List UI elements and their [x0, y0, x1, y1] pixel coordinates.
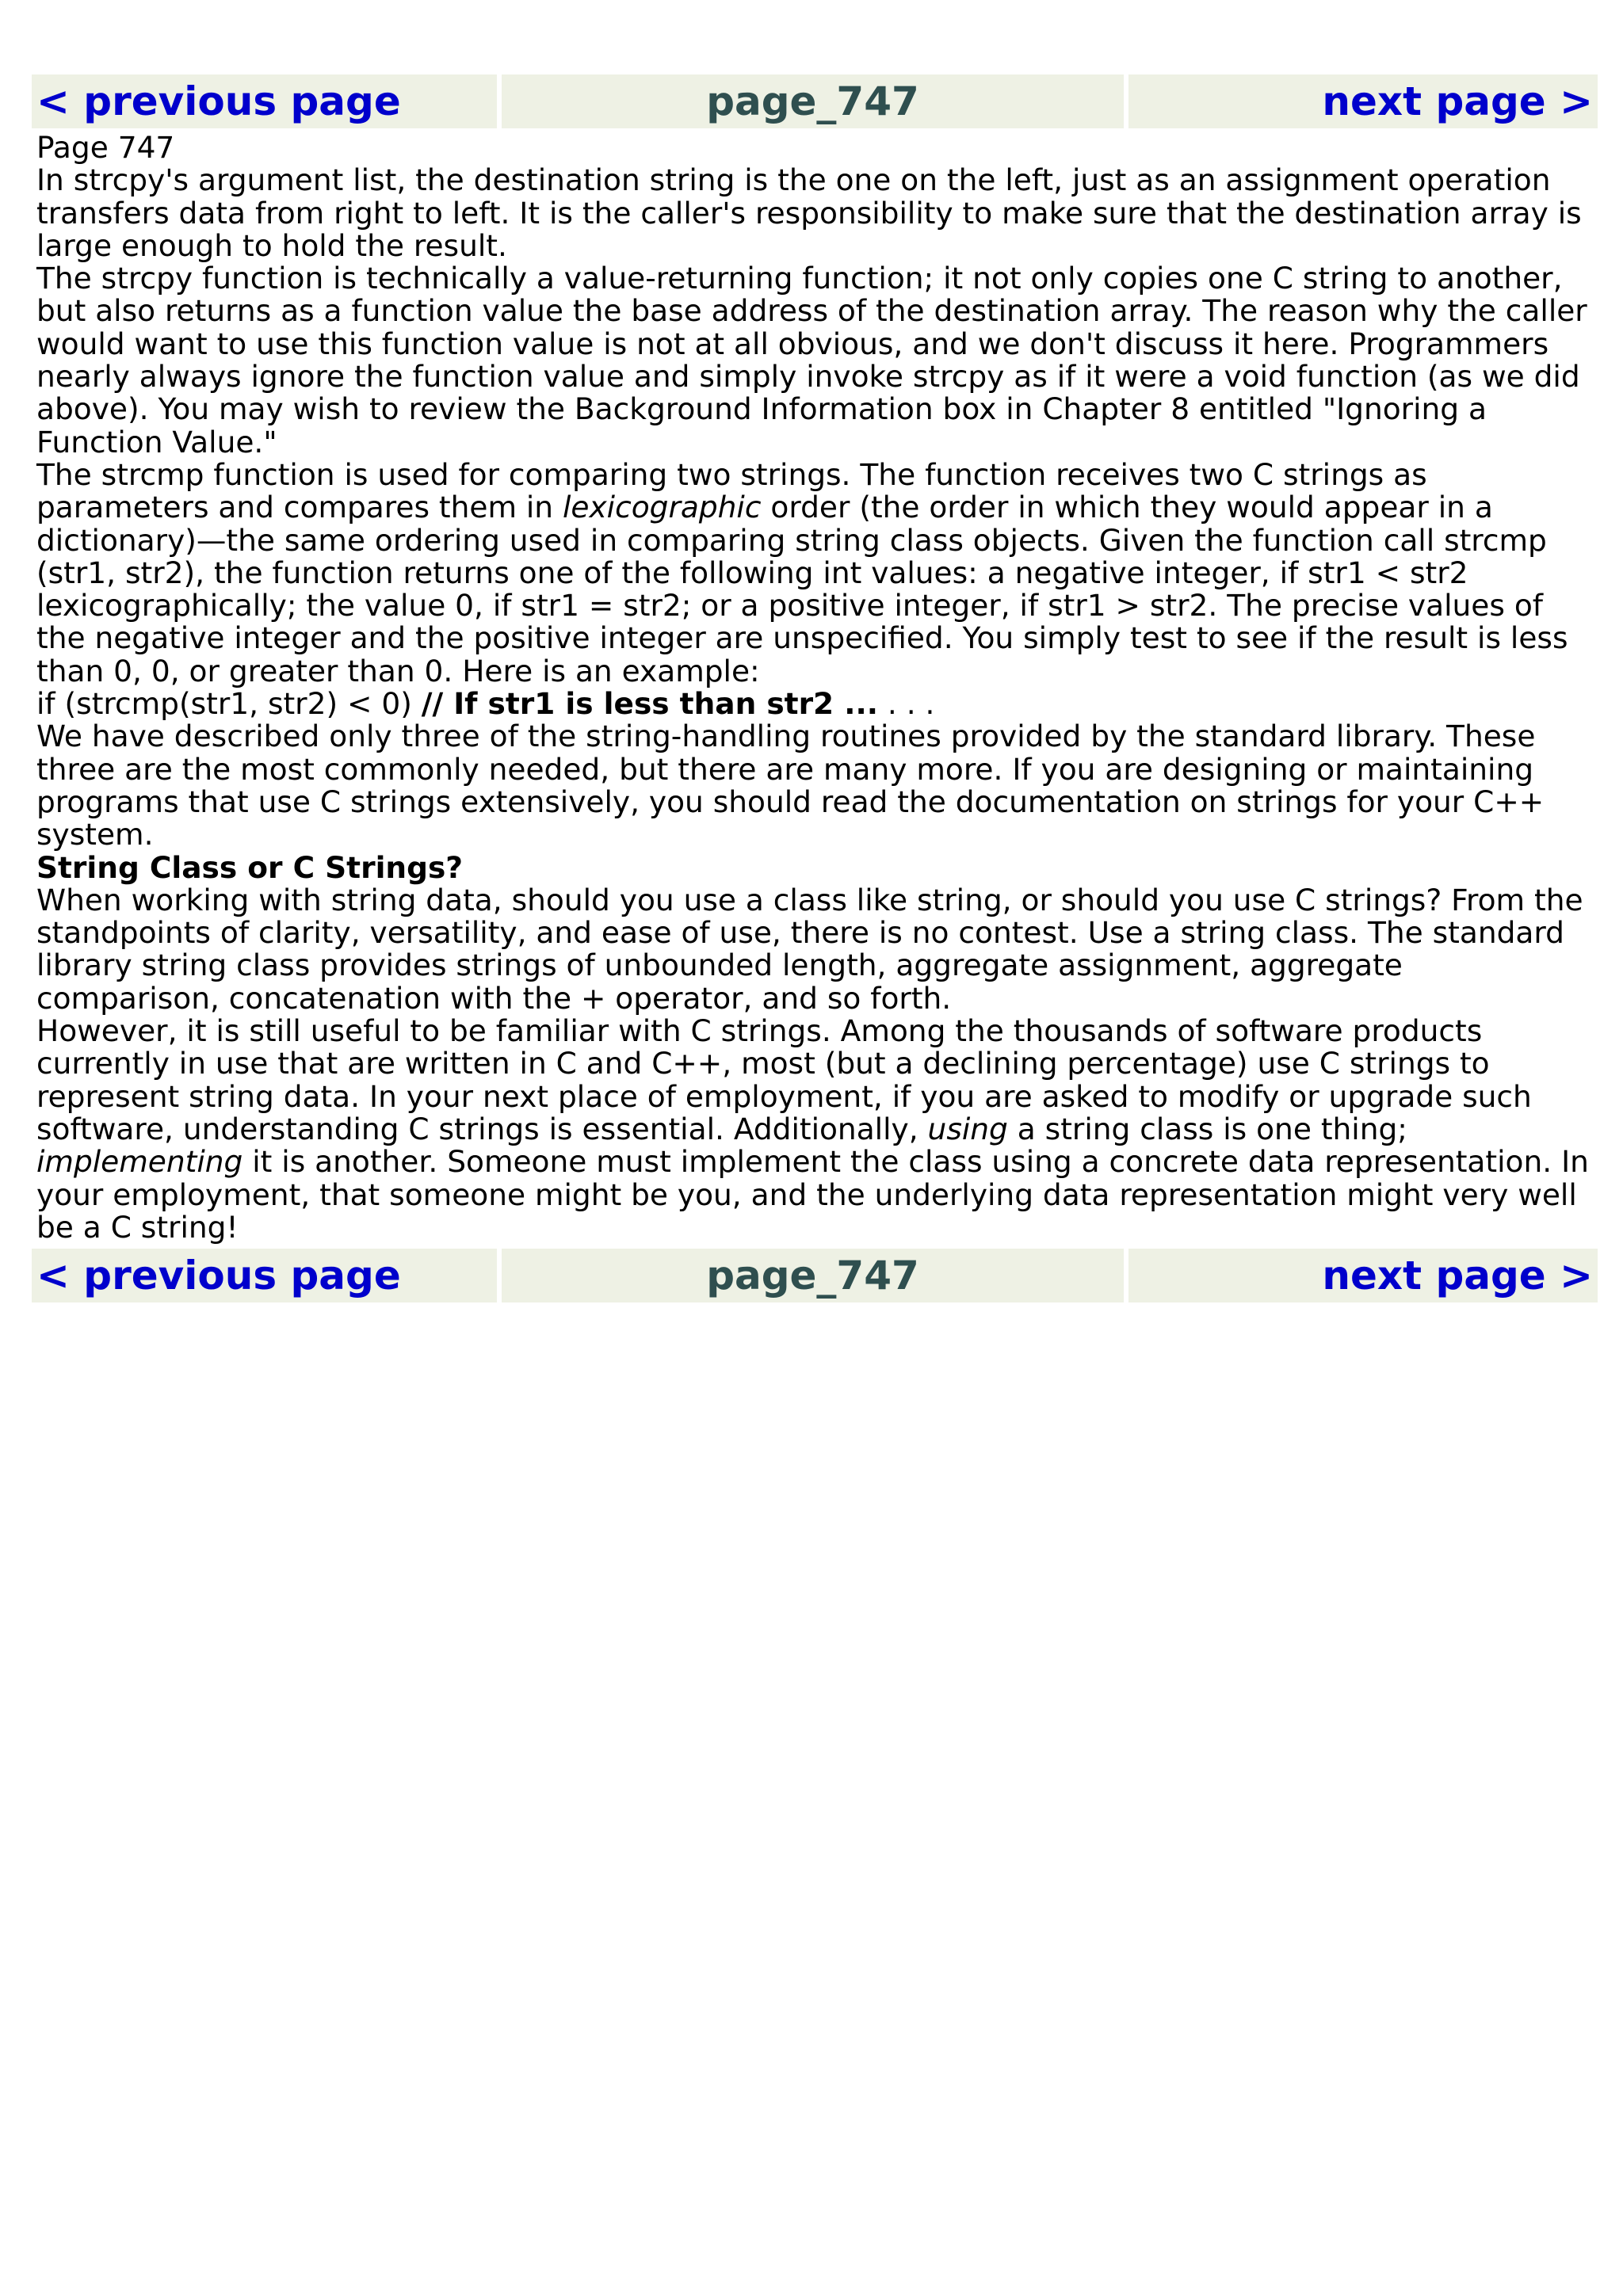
top-prev-cell: [32, 74, 497, 128]
bottom-next-cell: [1128, 1249, 1598, 1302]
bottom-page-label: page_747: [502, 1249, 1124, 1302]
top-next-cell: [1128, 74, 1598, 128]
paragraph-strcpy-args: In strcpy's argument list, the destination string is the one on the left, just as an assignment operation transfers data from right to left. It is the caller's responsibility to make sure that the destination array is large enough to hold the result.: [36, 162, 1582, 263]
c-strings-text-1: However, it is still useful to be familiar with C strings. Among the thousands of software products currently in use that are written in C and C++, most (but a declining percentage) use C strings to represent string data. In your next place of employment, if you are asked to modify or upgrade such software, understanding C strings is essential. Additionally,: [36, 1013, 1532, 1146]
code-example-line: [36, 688, 1593, 720]
top-navigation-bar: [32, 74, 1598, 128]
paragraph-string-routines: We have described only three of the string-handling routines provided by the standard library. These three are the most commonly needed, but there are many more. If you are designing or maintaining programs that use C strings extensively, you should read the documentation on strings for your C++ system.: [36, 719, 1545, 852]
top-previous-page-link[interactable]: < previous page: [36, 78, 401, 124]
top-page-label: page_747: [502, 74, 1124, 128]
paragraph-strcmp: [36, 456, 1593, 688]
paragraph-c-strings-useful: [36, 1015, 1593, 1244]
page-container: [32, 74, 1598, 1302]
bottom-prev-cell: [32, 1249, 497, 1302]
strcmp-text-start: The strcmp function is used for comparing two strings. The function receives two C strings as parameters and compares them in: [36, 456, 1427, 525]
strcmp-text-end: order (the order in which they would appear in a dictionary)—the same ordering used in comparing string class objects. Given the function call strcmp (str1, str2), the function returns one of the following int values: a negative integer, if str1 < str2 lexicographically; the value 0, if str1 = str2; or a positive integer, if str1 > str2. The precise values of the negative integer and the positive integer are unspecified. You simply test to see if the result is less than 0, 0, or greater than 0. Here is an example:: [36, 490, 1568, 688]
using-emphasis: using: [927, 1111, 1008, 1146]
top-next-page-link[interactable]: next page >: [1322, 78, 1593, 124]
bottom-navigation-bar: [32, 1249, 1598, 1302]
page-number-text: Page 747: [36, 130, 175, 165]
bottom-previous-page-link[interactable]: < previous page: [36, 1253, 401, 1299]
paragraph-strcpy-return: The strcpy function is technically a value-returning function; it not only copies one C string to another, but also returns as a function value the base address of the destination array. The reason why the caller would want to use this function value is not at all obvious, and we don't discuss it here. Programmers nearly always ignore the function value and simply invoke strcpy as if it were a void function (as we did above). You may wish to review the Background Information box in Chapter 8 entitled "Ignoring a Function Value.": [36, 261, 1587, 460]
implementing-emphasis: implementing: [36, 1144, 243, 1180]
bottom-next-page-link[interactable]: next page >: [1322, 1253, 1593, 1299]
c-strings-text-2: a string class is one thing;: [1007, 1111, 1407, 1146]
paragraph-string-class: When working with string data, should you use a class like string, or should you use C strings? From the standpoints of clarity, versatility, and ease of use, there is no contest. Use a string class. The standard library string class provides strings of unbounded length, aggregate assignment, aggregate comparison, concatenation with the + operator, and so forth.: [36, 882, 1583, 1016]
code-comment: // If str1 is less than str2 ...: [421, 686, 878, 722]
code-ellipsis: . . .: [877, 686, 935, 722]
code-statement: if (strcmp(str1, str2) < 0): [36, 686, 422, 722]
section-heading: String Class or C Strings?: [36, 849, 464, 885]
lexicographic-emphasis: lexicographic: [563, 490, 762, 525]
page-content: [32, 128, 1598, 1249]
c-strings-text-3: it is another. Someone must implement the class using a concrete data representation. In your employment, that someone might be you, and the underlying data representation might very well be a C string!: [36, 1144, 1589, 1245]
